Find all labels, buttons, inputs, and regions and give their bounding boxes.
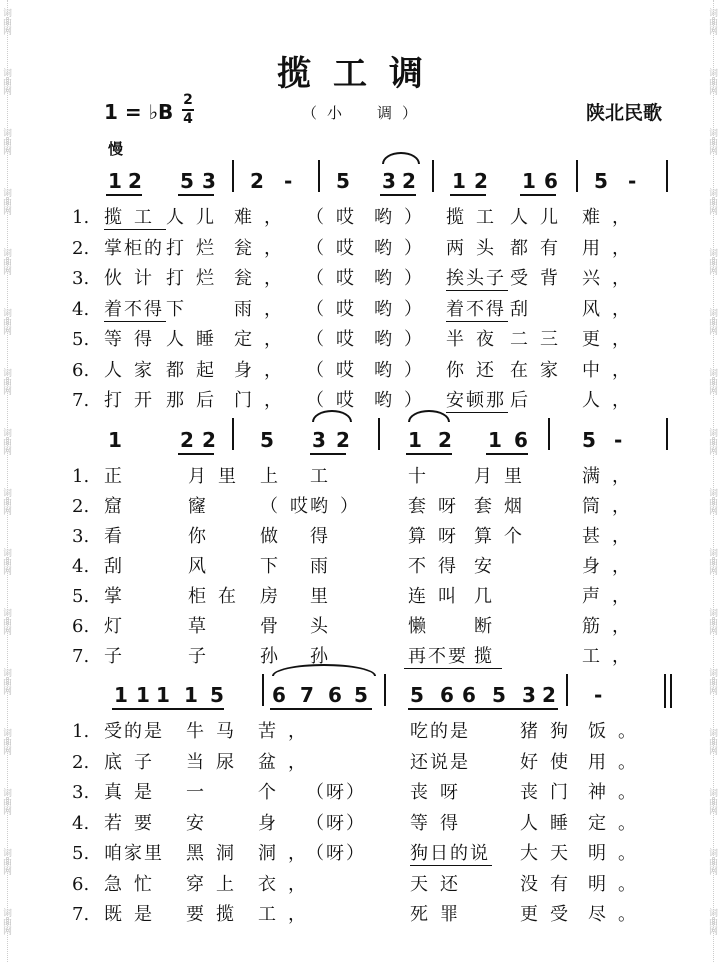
watermark-text: 词曲网: [1, 608, 11, 635]
lyric-word: 受背: [510, 268, 570, 289]
verse-number: 1.: [72, 721, 90, 742]
lyric-word: 子: [188, 646, 218, 667]
lyric-word: 声，: [582, 586, 642, 607]
lyric-word: 筋，: [582, 616, 642, 637]
lyric-word: 二三: [510, 329, 570, 350]
lyric-word: （哎: [306, 298, 366, 320]
tie-slur: [408, 410, 450, 422]
watermark-text: 词曲网: [707, 848, 717, 875]
verse-number: 2.: [72, 237, 90, 259]
lyric-word: 安顿那: [446, 390, 506, 411]
notation-note: 3: [312, 428, 326, 452]
lyric-word: 套呀: [408, 496, 468, 517]
lyric-word: 难，: [582, 207, 642, 228]
barline: [566, 674, 568, 706]
lyric-word: 哟）: [310, 496, 370, 517]
lyric-word: 人睡: [520, 812, 580, 834]
lyric-word: 哟）: [374, 298, 434, 320]
lyric-word: 窿: [188, 496, 218, 517]
notation-note: 2: [402, 169, 416, 193]
lyric-word: 等得: [104, 329, 164, 350]
watermark-text: 词曲网: [707, 488, 717, 515]
verse-number: 4.: [72, 298, 90, 320]
lyric-word: 人家: [104, 359, 164, 381]
lyric-word: 掌柜的: [104, 237, 164, 259]
lyric-word: 丧呀: [410, 782, 470, 803]
verse-number: 7.: [72, 904, 90, 925]
watermark-text: 词曲网: [707, 728, 717, 755]
lyric-word: 你还: [446, 359, 506, 381]
notation-note: 5: [594, 169, 608, 193]
lyric-word: 身: [258, 812, 288, 834]
lyric-underline: [446, 321, 508, 322]
lyric-word: 工: [310, 466, 340, 487]
lyric-word: （哎: [306, 237, 366, 259]
verse-number: 7.: [72, 390, 90, 411]
song-subtitle: （小 调）: [302, 104, 428, 122]
lyric-word: 风，: [582, 298, 642, 320]
lyric-word: 挨头子: [446, 268, 506, 289]
lyric-word: 明。: [588, 843, 648, 864]
lyric-word: 尽。: [588, 904, 648, 925]
lyric-underline: [104, 321, 166, 322]
lyric-word: 底子: [104, 751, 164, 773]
lyric-word: 连叫: [408, 586, 468, 607]
verse-number: 7.: [72, 646, 90, 667]
barline: [666, 418, 668, 450]
lyric-word: 人儿: [166, 207, 226, 228]
lyric-word: 兴，: [582, 268, 642, 289]
watermark-text: 词曲网: [1, 728, 11, 755]
watermark-text: 词曲网: [1, 488, 11, 515]
verse-number: 3.: [72, 782, 90, 803]
lyric-underline: [410, 865, 492, 866]
notation-note: 1: [108, 428, 122, 452]
barline: [378, 418, 380, 450]
beam-line: [298, 708, 318, 710]
notation-note: 5: [410, 683, 424, 707]
notation-note: 1: [522, 169, 536, 193]
lyric-word: 里: [310, 586, 340, 607]
watermark-text: 词曲网: [707, 608, 717, 635]
notation-note: -: [594, 683, 603, 707]
lyric-word: 哟）: [374, 329, 434, 350]
barline: [664, 674, 666, 708]
verse-number: 6.: [72, 359, 90, 381]
beam-line: [488, 708, 536, 710]
beam-line: [106, 194, 142, 196]
watermark-text: 词曲网: [1, 428, 11, 455]
lyric-word: （呀）: [306, 843, 366, 864]
notation-note: 5: [336, 169, 350, 193]
lyric-word: （哎: [306, 207, 366, 228]
lyric-word: 要揽: [186, 904, 246, 925]
lyric-word: 身，: [582, 556, 642, 577]
lyric-word: 工，: [258, 904, 318, 925]
watermark-text: 词曲网: [1, 308, 11, 335]
verse-number: 1.: [72, 466, 90, 487]
lyric-word: 揽: [474, 646, 504, 667]
lyric-word: 上: [260, 466, 290, 487]
notation-note: -: [614, 428, 623, 452]
notation-note: 1: [488, 428, 502, 452]
tempo-marking: 慢: [108, 140, 124, 158]
lyric-word: 哟）: [374, 207, 434, 228]
notation-note: 5: [582, 428, 596, 452]
verse-number: 2.: [72, 496, 90, 517]
barline: [666, 160, 668, 192]
lyric-word: 大天: [520, 843, 580, 864]
notation-note: 1: [156, 683, 170, 707]
lyric-word: 定，: [234, 329, 294, 350]
verse-number: 3.: [72, 268, 90, 289]
lyric-word: 下: [260, 556, 290, 577]
watermark-text: 词曲网: [1, 248, 11, 275]
lyric-word: 半夜: [446, 329, 506, 350]
lyric-word: 套烟: [474, 496, 534, 517]
lyric-word: 神。: [588, 782, 648, 803]
verse-number: 2.: [72, 751, 90, 773]
beam-line: [436, 708, 484, 710]
lyric-underline: [446, 412, 508, 413]
lyric-word: 更受: [520, 904, 580, 925]
lyric-word: 你: [188, 526, 218, 547]
lyric-word: 十: [408, 466, 438, 487]
lyric-word: 头: [310, 616, 340, 637]
beam-line: [450, 194, 486, 196]
lyric-word: （哎: [260, 496, 320, 517]
lyric-word: 几: [474, 586, 504, 607]
barline: [262, 674, 264, 706]
lyric-word: 哟）: [374, 237, 434, 259]
beam-line: [520, 194, 556, 196]
lyric-word: 哟）: [374, 268, 434, 289]
lyric-word: （哎: [306, 268, 366, 289]
lyric-word: 懒: [408, 616, 438, 637]
lyric-word: 难，: [234, 207, 294, 228]
lyric-word: 更，: [582, 329, 642, 350]
lyric-word: 黑洞: [186, 843, 246, 864]
watermark-text: 词曲网: [1, 788, 11, 815]
lyric-word: 都起: [166, 359, 226, 381]
notation-note: 2: [542, 683, 556, 707]
notation-note: 5: [492, 683, 506, 707]
time-signature: 2 4: [183, 92, 193, 127]
lyric-word: 子: [104, 646, 134, 667]
tie-slur: [312, 410, 352, 422]
watermark-text: 词曲网: [707, 368, 717, 395]
lyric-word: 着不得: [446, 298, 506, 320]
lyric-word: 牛马: [186, 721, 246, 742]
lyric-word: 受的是: [104, 721, 164, 742]
lyric-word: 那后: [166, 390, 226, 411]
lyric-underline: [446, 290, 508, 291]
notation-note: 6: [544, 169, 558, 193]
watermark-text: 词曲网: [707, 908, 717, 935]
notation-note: 6: [328, 683, 342, 707]
notation-note: 2: [128, 169, 142, 193]
lyric-word: 满，: [582, 466, 642, 487]
notation-note: -: [628, 169, 637, 193]
barline: [232, 160, 234, 192]
lyric-word: （哎: [306, 329, 366, 350]
verse-number: 5.: [72, 329, 90, 350]
lyric-word: 好使: [520, 751, 580, 773]
lyric-word: 还说是: [410, 751, 470, 773]
verse-number: 4.: [72, 556, 90, 577]
lyric-underline: [104, 229, 166, 230]
lyric-word: 门，: [234, 390, 294, 411]
barline: [670, 674, 672, 708]
barline: [576, 160, 578, 192]
lyric-word: 等得: [410, 812, 470, 834]
lyric-word: 用，: [582, 237, 642, 259]
watermark-text: 词曲网: [707, 668, 717, 695]
lyric-word: 盆，: [258, 751, 318, 773]
notation-note: 2: [202, 428, 216, 452]
lyric-word: 人，: [582, 390, 642, 411]
notation-note: 6: [272, 683, 286, 707]
lyric-word: 刮: [104, 556, 134, 577]
verse-number: 5.: [72, 843, 90, 864]
beam-line: [112, 708, 168, 710]
lyric-word: 筒，: [582, 496, 642, 517]
lyric-word: 衣，: [258, 873, 318, 895]
lyric-word: 伙计: [104, 268, 164, 289]
notation-note: 1: [184, 683, 198, 707]
watermark-text: 词曲网: [707, 788, 717, 815]
lyric-word: 饭。: [588, 721, 648, 742]
notation-note: 7: [300, 683, 314, 707]
lyric-word: 打开: [104, 390, 164, 411]
notation-note: 5: [260, 428, 274, 452]
lyric-word: 月里: [188, 466, 248, 487]
lyric-word: 得: [310, 526, 340, 547]
lyric-word: 骨: [260, 616, 290, 637]
verse-number: 5.: [72, 586, 90, 607]
notation-note: 5: [210, 683, 224, 707]
lyric-word: 揽工: [446, 207, 506, 228]
lyric-word: 雨: [310, 556, 340, 577]
verse-number: 1.: [72, 207, 90, 228]
verse-number: 6.: [72, 616, 90, 637]
notation-note: -: [284, 169, 293, 193]
beam-line: [178, 453, 214, 455]
lyric-word: 天还: [410, 873, 470, 895]
notation-note: 3: [382, 169, 396, 193]
notation-note: 1: [136, 683, 150, 707]
watermark-text: 词曲网: [1, 848, 11, 875]
lyric-word: 哟）: [374, 390, 434, 411]
watermark-text: 词曲网: [1, 188, 11, 215]
watermark-text: 词曲网: [1, 548, 11, 575]
lyric-word: 房: [260, 586, 290, 607]
lyric-word: 雨，: [234, 298, 294, 320]
lyric-word: 灯: [104, 616, 134, 637]
lyric-word: 丧门: [520, 782, 580, 803]
beam-line: [486, 453, 528, 455]
lyric-word: 咱家里: [104, 843, 164, 864]
notation-note: 1: [114, 683, 128, 707]
lyric-word: 孙: [260, 646, 290, 667]
verse-number: 4.: [72, 812, 90, 834]
notation-note: 3: [202, 169, 216, 193]
lyric-word: 穿上: [186, 873, 246, 895]
lyric-word: 算个: [474, 526, 534, 547]
lyric-word: 哟）: [374, 359, 434, 381]
lyric-word: 不得: [408, 556, 468, 577]
lyric-word: 月里: [474, 466, 534, 487]
lyric-word: 安: [186, 812, 216, 834]
lyric-word: 个: [258, 782, 288, 803]
lyric-word: （哎: [306, 359, 366, 381]
notation-note: 1: [408, 428, 422, 452]
barline: [548, 418, 550, 450]
notation-note: 2: [336, 428, 350, 452]
lyric-word: 孙: [310, 646, 340, 667]
lyric-word: 两头: [446, 237, 506, 259]
tie-slur: [382, 152, 420, 164]
lyric-word: 猪狗: [520, 721, 580, 742]
watermark-text: 词曲网: [707, 188, 717, 215]
notation-note: 2: [180, 428, 194, 452]
watermark-text: 词曲网: [707, 128, 717, 155]
beam-line: [310, 453, 346, 455]
lyric-word: 苦，: [258, 721, 318, 742]
lyric-word: 都有: [510, 237, 570, 259]
notation-note: 2: [474, 169, 488, 193]
lyric-word: 窟: [104, 496, 134, 517]
lyric-word: 草: [188, 616, 218, 637]
watermark-strip-left: [0, 0, 16, 962]
song-title: 揽工调: [277, 54, 445, 94]
lyric-word: 在家: [510, 359, 570, 381]
notation-note: 5: [180, 169, 194, 193]
lyric-word: 定。: [588, 812, 648, 834]
lyric-word: 下: [166, 298, 196, 320]
lyric-word: 明。: [588, 873, 648, 895]
verse-number: 3.: [72, 526, 90, 547]
lyric-word: （呀）: [306, 782, 366, 803]
song-origin: 陕北民歌: [586, 102, 663, 124]
lyric-word: 后: [510, 390, 540, 411]
lyric-word: 掌: [104, 586, 134, 607]
beam-line: [178, 194, 214, 196]
lyric-word: 狗日的说: [410, 843, 490, 864]
lyric-word: 瓮，: [234, 268, 294, 289]
lyric-word: （哎: [306, 390, 366, 411]
lyric-word: 着不得: [104, 298, 164, 320]
watermark-text: 词曲网: [1, 668, 11, 695]
watermark-text: 词曲网: [707, 68, 717, 95]
beam-line: [270, 708, 372, 710]
lyric-word: 安: [474, 556, 504, 577]
notation-note: 2: [250, 169, 264, 193]
lyric-word: 正: [104, 466, 134, 487]
lyric-word: 断: [474, 616, 504, 637]
lyric-word: 真是: [104, 782, 164, 803]
beam-line: [406, 453, 452, 455]
lyric-word: 刮: [510, 298, 540, 320]
lyric-word: 吃的是: [410, 721, 470, 742]
verse-number: 6.: [72, 873, 90, 895]
lyric-word: 没有: [520, 873, 580, 895]
lyric-word: 打烂: [166, 237, 226, 259]
lyric-word: 急忙: [104, 873, 164, 895]
lyric-word: 甚，: [582, 526, 642, 547]
watermark-text: 词曲网: [1, 368, 11, 395]
lyric-word: 再不要: [408, 646, 468, 667]
notation-note: 1: [452, 169, 466, 193]
lyric-word: 做: [260, 526, 290, 547]
barline: [232, 418, 234, 450]
lyric-word: 一: [186, 782, 216, 803]
lyric-word: 风: [188, 556, 218, 577]
lyric-word: 洞，: [258, 843, 318, 864]
barline: [432, 160, 434, 192]
notation-note: 6: [440, 683, 454, 707]
watermark-text: 词曲网: [707, 248, 717, 275]
watermark-text: 词曲网: [1, 68, 11, 95]
watermark-text: 词曲网: [707, 428, 717, 455]
lyric-word: 死罪: [410, 904, 470, 925]
beam-line: [380, 194, 416, 196]
notation-note: 6: [514, 428, 528, 452]
watermark-text: 词曲网: [1, 128, 11, 155]
barline: [318, 160, 320, 192]
notation-note: 6: [462, 683, 476, 707]
lyric-word: 揽工: [104, 207, 164, 228]
watermark-text: 词曲网: [707, 8, 717, 35]
watermark-text: 词曲网: [1, 8, 11, 35]
notation-note: 3: [522, 683, 536, 707]
lyric-word: 算呀: [408, 526, 468, 547]
lyric-word: 工，: [582, 646, 642, 667]
lyric-word: 当尿: [186, 751, 246, 773]
barline: [384, 674, 386, 706]
lyric-word: 若要: [104, 812, 164, 834]
watermark-strip-right: [706, 0, 722, 962]
lyric-word: 打烂: [166, 268, 226, 289]
lyric-word: 柜在: [188, 586, 248, 607]
notation-note: 2: [438, 428, 452, 452]
lyric-word: 看: [104, 526, 134, 547]
key-signature: 1 = ♭B: [104, 100, 174, 124]
lyric-word: 瓮，: [234, 237, 294, 259]
watermark-text: 词曲网: [1, 908, 11, 935]
lyric-word: 用。: [588, 751, 648, 773]
lyric-word: 身，: [234, 359, 294, 381]
notation-note: 1: [108, 169, 122, 193]
lyric-underline: [404, 668, 502, 669]
lyric-word: （呀）: [306, 812, 366, 834]
notation-note: 5: [354, 683, 368, 707]
watermark-text: 词曲网: [707, 548, 717, 575]
lyric-word: 既是: [104, 904, 164, 925]
watermark-text: 词曲网: [707, 308, 717, 335]
lyric-word: 人睡: [166, 329, 226, 350]
lyric-word: 中，: [582, 359, 642, 381]
beam-line: [182, 708, 224, 710]
lyric-word: 人儿: [510, 207, 570, 228]
